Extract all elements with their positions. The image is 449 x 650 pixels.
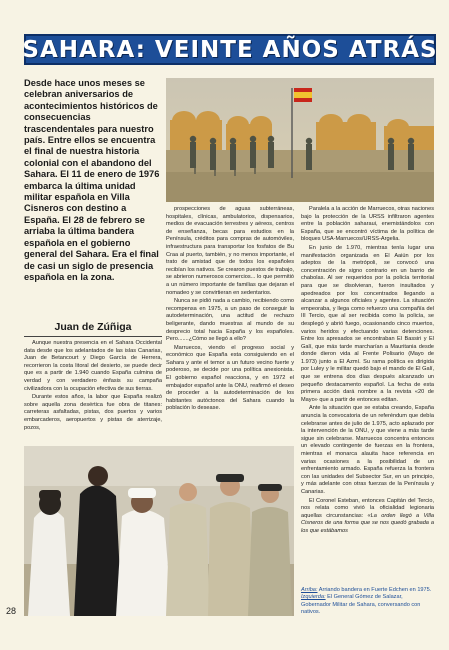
- paragraph: Paralela a la acción de Marruecos, otras naciones bajo la protección de la URSS infiltraron agentes entre la población saharaui, enemistándolos con España, que se encontró víctima de la política de bloques USA-Marruecos/URSS-Argelia.: [301, 206, 434, 243]
- text-column-2: [166, 206, 294, 414]
- quote-intro: El Coronel Esteban, entonces Capitán del Tercio, nos relata como vivió la oficialidad legionaria aquellas circunstancias:: [301, 497, 434, 519]
- author-byline: Juan de Zúñiga: [54, 321, 132, 333]
- lead-paragraph: Desde hace unos meses se celebran aniversarios de acontecimientos históricos de consecuencias trascendentales para nuestro país. Entre ellos se encuentra el final de nuestra historia colonial con el abandono del Sahara. El 11 de enero de 1976 embarca la última unidad militar española en Villa Cisneros con destino a España. El 28 de febrero se arriaba la última bandera española en el gobierno general del Sahara. Era el final de casi un siglo de presencia española en la zona.: [24, 78, 160, 282]
- text-column-1: [24, 340, 162, 433]
- flag-lowering-photo: [166, 78, 434, 202]
- general-with-natives-photo: [24, 446, 294, 616]
- caption-label: Izquierda:: [301, 594, 326, 601]
- paragraph: Ante la situación que se estaba creando, España anuncia la convocatoria de un referéndum que debía celebrarse antes de julio de 1.975, acto aplazado por la intervención de la ONU, y que viene a más tarde sigue sin celebrarse. Marruecos concentra entonces un elevado contingente de fuerzas en la frontera, mientras el monarca alauita hace referencia en varias ocasiones a la posibilidad de un enfrentamiento armado. España refuerza la frontera con las unidades del Subsector Sur, en un principio, y más adelante con otras fuerzas de la Península y Canarias.: [301, 405, 434, 495]
- page-number: 28: [6, 606, 17, 616]
- paragraph: prospecciones de aguas subterráneas, hospitales, clínicas, ambulatorios, dispensarios, medios de evacuación terrestres y aéreos, centros de enseñanza, becas para estudios en la Península, créditos para compras de automóviles, infraestructura para transportar los fosfatos de Bu Craa al puerto, también, y no menos importante, el trato de amistad que de todos los españoles recibían los nativos. Se crearon puestos de trabajo, se abrieron numerosos comercios... lo que permitió a un número importante de familias que dejaran el nomadeo y se convirtieran en sedentarios.: [166, 206, 294, 296]
- article-title: SAHARA: VEINTE AÑOS ATRÁS: [22, 36, 438, 63]
- caption-label: Arriba:: [301, 587, 318, 593]
- paragraph: Marruecos, viendo el progreso social y económico que España esta consiguiendo en el Sahara y ante el temor a un futuro vecino fuerte y poderoso, se decide por una política anexionista. El gobierno español reacciona, y en 1972 el embajador español ante la ONU, reafirmó el deseo de proceder a la autodeterminación de los habitantes autóctonos del Sahara cuando la población lo desease.: [166, 344, 294, 412]
- caption-top: [301, 587, 434, 594]
- text-column-3: [301, 206, 434, 537]
- byline-divider: [24, 336, 162, 337]
- caption-text: El General Gómez de Salazar, Gobernador Militar de Sahara, conversando con nativos.: [301, 594, 421, 616]
- paragraph: En junio de 1.970, mientras tenía lugar una manifestación organizada en El Aaiún por los adeptos de la metrópoli, se convocó una concentración de signo contrario en un barrio de chabolas. Al ser requeridos por la policía territorial para que se disolvieran, fueron insultados y apedreados por los concentrados llegando a alcanzar a algunos oficiales y agentes. La situación empeoraba, y llega como refuerzo una compañía del III Tercio, que al ser recibida como la policía, se desplegó y abrió fuego, ocasionando cinco muertos, varios heridos y efectuando varias detenciones. Entre los apresados se encontraban El Bassiri y El Galí, que más tarde marcharían a Mauritania desde donde dieron vida al Frente Polisario (Mayo de 1.973) junto a El Azmí. Su rama política es dirigida por Luley y le militar quedó bajo el mando de El Galí, que se entrena dos días después alcanzado un pequeño destacamento español. La fecha de esta primera acción dará nombre a la revista «20 de Mayo» que a partir de entonces editan.: [301, 244, 434, 403]
- caption-text: Arriando bandera en Fuerte Edchen en 1975.: [318, 587, 432, 593]
- quote-text: «La orden llegó a Villa Cisneros de una forma que se nos quedó grabada a los que estábamos: [301, 512, 434, 534]
- caption-left: [301, 594, 434, 616]
- paragraph: Durante estos años, la labor que España realizó sobre aquella zona desértica fue obra de titanes: carreteras asfaltadas, pistas, dos puertos y varios embarcaderos, aeropuertos y pistas de aterrizaje, pozos,: [24, 394, 162, 431]
- photo-captions: [301, 587, 434, 617]
- title-banner: [24, 34, 436, 65]
- paragraph: Nunca se pidió nada a cambio, recibiendo como recompensa en 1975, a un paso de conseguir la autodeterminación, una actitud de rechazo beligerante, dando muestras al mundo de su desprecio total hacia España y los españoles. Pero.......¿Cómo se llegó a ello?: [166, 298, 294, 343]
- paragraph: [301, 498, 434, 536]
- paragraph: Aunque nuestra presencia en el Sahara Occidental data desde que los adelantados de las islas Canarias, Juan de Betancourt y Diego García de Herrera, recorrieron la costa litoral del desierto, se puede decir que es a partir de 1.940 cuando España culmina de verdad y con verdadero énfasis su campaña civilizadora con la ocupación efectiva de sus tierras.: [24, 340, 162, 392]
